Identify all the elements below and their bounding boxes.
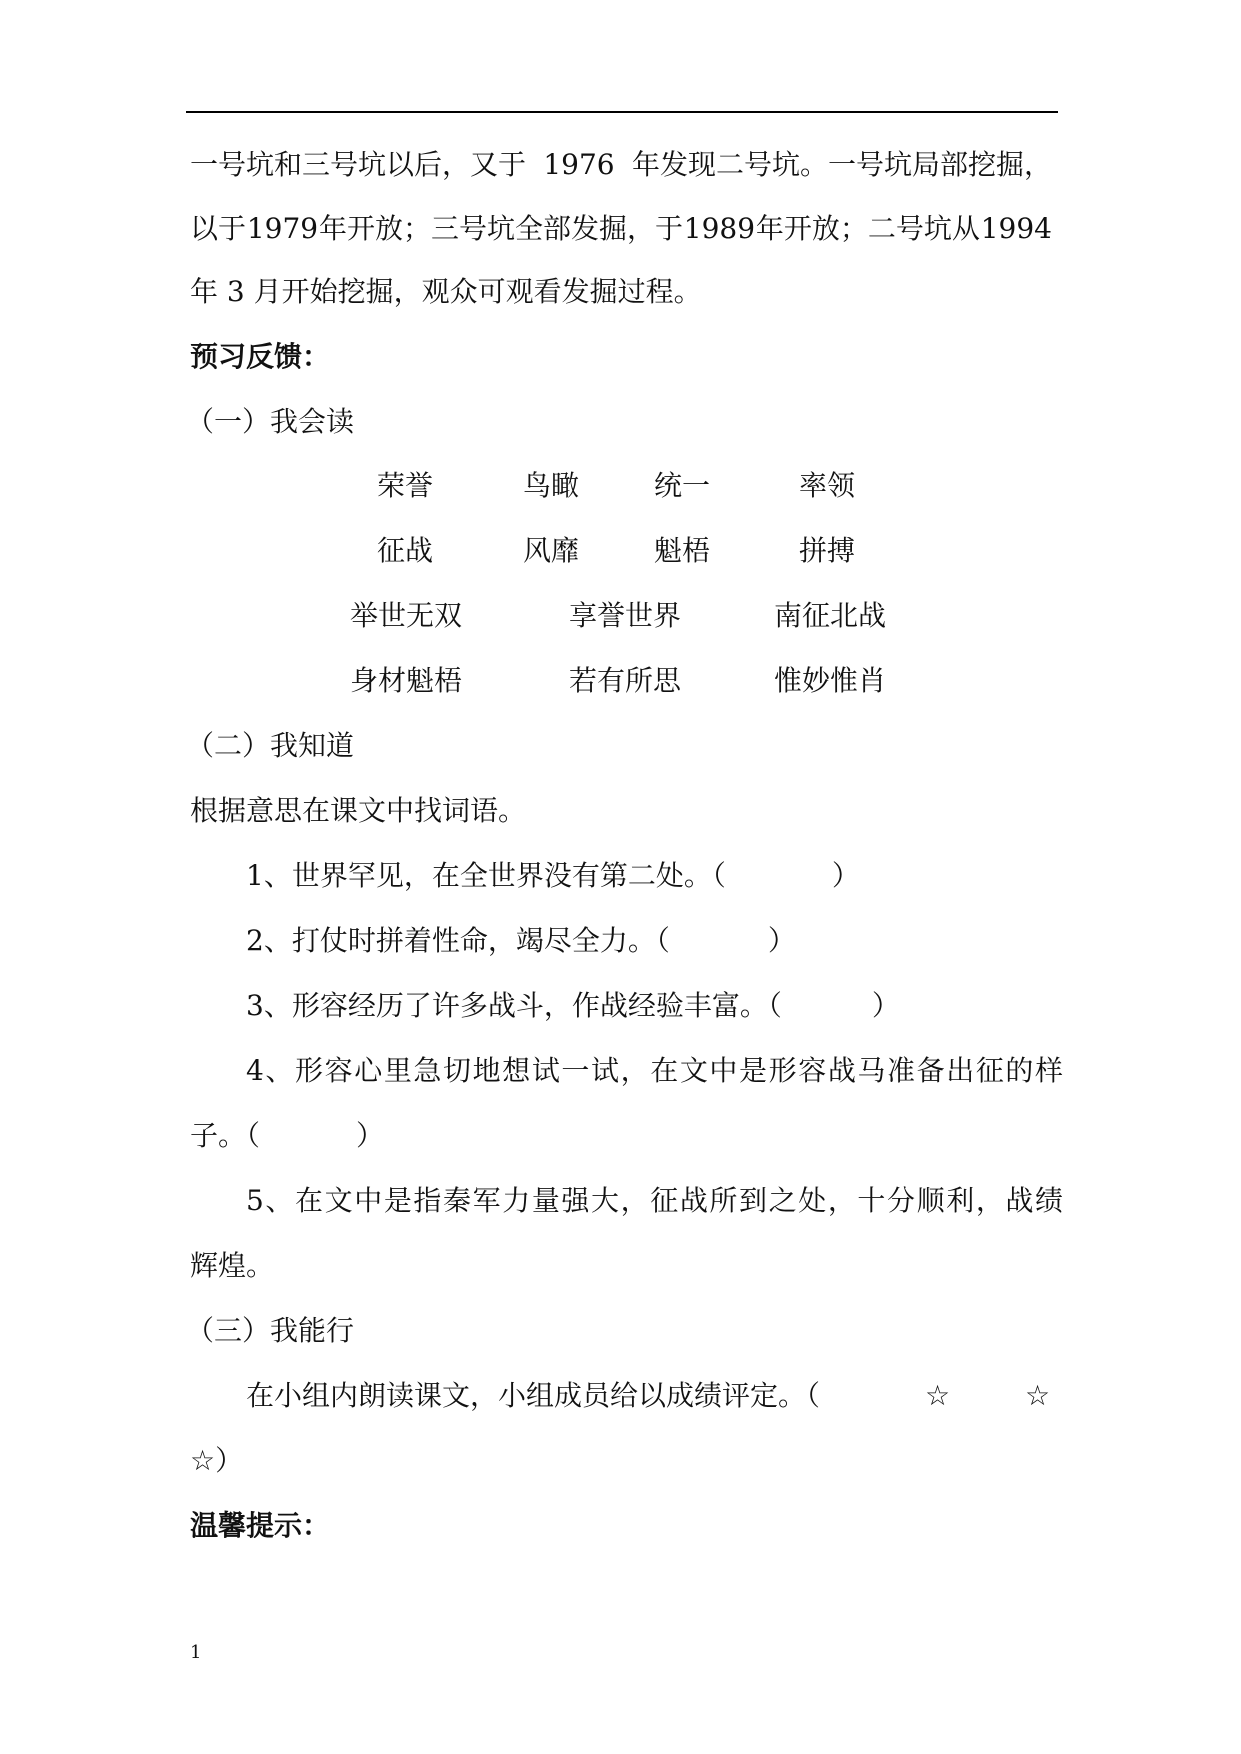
word-shuailing: 率领 bbox=[799, 469, 856, 502]
question-3-close: ） bbox=[871, 989, 900, 1022]
section3-line-2 bbox=[190, 1441, 243, 1481]
question-2-close: ） bbox=[767, 924, 796, 957]
rating-star-2[interactable]: ☆ bbox=[1025, 1379, 1051, 1412]
question-5-line-2: 辉煌。 bbox=[190, 1249, 275, 1282]
intro-line-2-year-1989: 1989 bbox=[683, 212, 756, 245]
rating-star-3[interactable]: ☆ bbox=[190, 1444, 216, 1477]
question-4-close: ） bbox=[356, 1119, 385, 1152]
page-number: 1 bbox=[190, 1642, 202, 1663]
idiom-xiangyushijie: 享誉世界 bbox=[569, 599, 682, 632]
section3-close: ） bbox=[215, 1444, 244, 1477]
intro-line-1 bbox=[190, 145, 1052, 185]
word-zhengzhan: 征战 bbox=[377, 534, 434, 567]
intro-line-2-year-1979: 1979 bbox=[246, 212, 319, 245]
preview-feedback-heading: 预习反馈： bbox=[190, 340, 331, 373]
question-2 bbox=[246, 921, 796, 961]
question-4-line-1 bbox=[246, 1051, 1065, 1091]
question-4-line-2 bbox=[190, 1116, 384, 1156]
idiom-jushiwushuang: 举世无双 bbox=[350, 599, 463, 632]
intro-line-2-part-c: 年开放；二号坑从 bbox=[755, 212, 980, 245]
intro-line-1-part-a: 一号坑和三号坑以后，又于 bbox=[190, 148, 527, 181]
section3-line-1: 在小组内朗读课文，小组成员给以成绩评定。（ bbox=[246, 1379, 821, 1412]
intro-line-1-part-b: 年发现二号坑。一号坑局部挖掘， bbox=[631, 148, 1052, 181]
question-3 bbox=[246, 986, 900, 1026]
header-rule bbox=[186, 111, 1058, 113]
question-1 bbox=[246, 856, 860, 896]
question-5-text: 5、在文中是指秦军力量强大，征战所到之处，十分顺利，战绩 bbox=[246, 1184, 1065, 1217]
word-rongyu: 荣誉 bbox=[377, 469, 434, 502]
intro-line-1-year: 1976 bbox=[543, 148, 615, 181]
word-niaokan: 鸟瞰 bbox=[523, 469, 580, 502]
word-fengmi: 风靡 bbox=[523, 534, 580, 567]
section2-instruction: 根据意思在课文中找词语。 bbox=[190, 794, 527, 827]
idiom-shencaikuiwu: 身材魁梧 bbox=[350, 664, 463, 697]
intro-line-2-year-1994: 1994 bbox=[980, 212, 1052, 245]
idiom-ruoyousuosi: 若有所思 bbox=[569, 664, 682, 697]
intro-line-2-part-b: 年开放；三号坑全部发掘，于 bbox=[318, 212, 683, 245]
intro-line-2 bbox=[190, 209, 1052, 249]
question-5-line-1 bbox=[246, 1181, 1065, 1221]
word-kuiwu: 魁梧 bbox=[654, 534, 711, 567]
rating-star-1[interactable]: ☆ bbox=[925, 1379, 951, 1412]
question-1-close: ） bbox=[831, 859, 860, 892]
idiom-nanzhengbeizhan: 南征北战 bbox=[774, 599, 887, 632]
question-3-text: 3、形容经历了许多战斗，作战经验丰富。（ bbox=[246, 989, 782, 1022]
idiom-weimiaoweixiao: 惟妙惟肖 bbox=[774, 664, 887, 697]
section2-title: （二）我知道 bbox=[186, 729, 355, 762]
question-4-text-cont: 子。（ bbox=[190, 1119, 261, 1152]
question-1-text: 1、世界罕见，在全世界没有第二处。（ bbox=[246, 859, 726, 892]
tips-heading: 温馨提示： bbox=[190, 1509, 331, 1542]
section3-title: （三）我能行 bbox=[186, 1314, 355, 1347]
intro-line-3: 年 3 月开始挖掘，观众可观看发掘过程。 bbox=[190, 275, 702, 308]
intro-line-2-part-a: 以于 bbox=[190, 212, 247, 245]
question-4-text: 4、形容心里急切地想试一试，在文中是形容战马准备出征的样 bbox=[246, 1054, 1065, 1087]
section1-title: （一）我会读 bbox=[186, 405, 355, 438]
word-tongyi: 统一 bbox=[654, 469, 711, 502]
word-pinbo: 拼搏 bbox=[799, 534, 856, 567]
question-2-text: 2、打仗时拼着性命，竭尽全力。（ bbox=[246, 924, 670, 957]
